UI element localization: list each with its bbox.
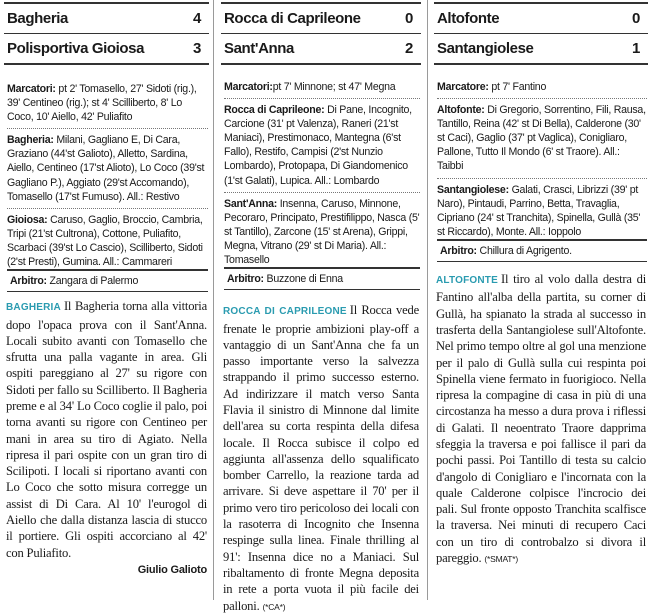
scoreboard: [221, 2, 421, 65]
away-team-score: 3: [193, 40, 201, 57]
away-lineup: Santangiolese: Galati, Crasci, Librizzi (39' pt Naro), Pintaudi, Parrino, Betta, Travaglia, Cipriano (24' st Tranchita), Spinella, Gullà (35' st Riccardo), Monte. All.: Ioppolo: [437, 183, 641, 238]
referee: Arbitro: Buzzone di Enna: [224, 267, 420, 290]
home-team-score: 4: [193, 10, 201, 27]
match-report: [4, 298, 209, 578]
away-team-name: Sant'Anna: [224, 40, 294, 57]
match-report: [434, 271, 648, 567]
away-lineup: Sant'Anna: Insenna, Caruso, Minnone, Pecoraro, Principato, Prestifilippo, Nasca (5' st Tantillo), Zarcone (15' st Arena), Grippi, Megna, Vitrano (29' st Di Maria). All.: Tomasello: [224, 197, 420, 267]
scorers: Marcatori:pt 7' Minnone; st 47' Megna: [224, 81, 396, 93]
home-lineup: Bagheria: Milani, Gagliano E, Di Cara, Graziano (44'st Galioto), Alletto, Sardina, Aiello, Centineo (17'st Alioto), Lo Coco (39'st Gagliano P.), Aggiato (29'st Accomando), Tomasello (17'st Fumuso). All.: Restivo: [7, 134, 205, 203]
column-divider: [427, 0, 428, 600]
report-kicker: BAGHERIA: [6, 302, 61, 314]
away-team-name: Polisportiva Gioiosa: [7, 40, 145, 57]
divider: [224, 98, 420, 99]
report-text: Il Rocca vede frenate le proprie ambizioni play-off a vantaggio di un Sant'Anna che fa un passo importante verso la salvezza strappando il primo successo esterno. Ad indirizzare il match verso Santa Flavia il sinistro di Minnone dal limite dell'area su corta respinta della difesa locale. Il Rocca subisce il colpo ed aggiunta all'assenza dello squalificato bomber Carrello, la reazione tarda ad arrivare. Si deve aspettare il 70' per il primo vero tiro pericoloso dei locali con la rasoterra di Incognito che Insenna respinge sulla linea. Finale thrilling al 91': Insenna dice no a Maniaci. Sul ribaltamento di fronte Megna deposita in rete a porta vuota il più facile dei palloni.: [223, 303, 419, 613]
report-text: Il Bagheria torna alla vittoria dopo l'opaca prova con il Sant'Anna. Locali subito avanti con Tomasello che sfrutta una palla vagante in area. Gli ospiti pareggiano al 27' su rigore con Sidoti per fallo su Scilliberto. Il Bagheria preme e al 34' Lo Coco coglie il palo, poi torna avanti su rigore con Centineo per mani in area su tiro di Agiato. Nella ripresa il pari ospite con un gran tiro di Scilipoti. I locali si riportano avanti con Lo Coco che sotto misura corregge un assist di Di Cara. Al 10' l'eurogol di Aiello che dalla distanza lascia di stucco il portiere. Gli ospiti accorciano al 42' con Puliafito.: [6, 299, 207, 560]
away-team-row: [434, 33, 648, 63]
match-column-altofonte: [434, 0, 648, 600]
match-column-rocca: [221, 0, 421, 613]
home-lineup: Altofonte: Di Gregorio, Sorrentino, Fili, Rausa, Tantillo, Reina (42' st Di Bella), Calderone (30' st Caci), Gaglio (37' pt Vaglica), Conigliaro, Pallone, Tutto Il Mondo (6' st Traore). All.: Taibbi: [437, 104, 646, 173]
referee: Arbitro: Chillura di Agrigento.: [437, 239, 647, 262]
home-team-name: Rocca di Caprileone: [224, 10, 361, 27]
away-team-score: 2: [405, 40, 413, 57]
author-tag: (*SMAT*): [484, 554, 519, 565]
report-kicker: ALTOFONTE: [436, 275, 498, 287]
scorers: Marcatori: pt 2' Tomasello, 27' Sidoti (rig.), 39' Centineo (rig.); st 4' Scilliberto, 8' Lo Coco, 10' Aiello, 42' Puliafito: [7, 83, 197, 124]
home-team-name: Altofonte: [437, 10, 500, 27]
divider: [437, 178, 647, 179]
scoreboard: [4, 2, 209, 65]
away-lineup: Gioiosa: Caruso, Gaglio, Broccio, Cambria, Tripi (21'st Cultrona), Cottone, Puliafito, Scarbaci (39'st Lo Cascio), Scilliberto, Sidoti (2'st Presti), Gumina. All.: Cammareri: [7, 213, 203, 269]
home-team-score: 0: [405, 10, 413, 27]
scorers: Marcatore: pt 7' Fantino: [437, 81, 547, 93]
home-team-row: [4, 4, 209, 33]
scoreboard: [434, 2, 648, 65]
home-team-row: [221, 4, 421, 33]
away-team-row: [4, 33, 209, 63]
author-tag: (*CA*): [262, 601, 286, 612]
away-team-row: [221, 33, 421, 63]
author-signature: Giulio Galioto: [137, 563, 207, 576]
report-text: Il tiro al volo dalla destra di Fantino all'alba della partita, su corner di Gullà, ha spianato la strada al successo in trasferta della Santangiolese sull'Altofonte. Nel primo tempo oltre al gol una menzione per il palo di Gullà sulla cui respinta poi Spinella viene fermato in fuorigioco. Nella ripresa la compagine di casa in più di una circostanza ha messo a dura prova i riflessi di Galati. Il neoentrato Traore dapprima sfeggia la traversa e poi fallisce il pari da pochi passi. Poi Tantillo di testa su calcio d'angolo di Conigliaro e l'incornata con la quale Calderone colpisce l'incrocio dei pali. Sul fronte opposto Tranchita scalfisce la traversa. Nei minuti di recupero Caci con un tiro di controbalzo si divora il pareggio.: [436, 272, 646, 566]
divider: [7, 208, 208, 209]
away-team-name: Santangiolese: [437, 40, 534, 57]
match-column-bagheria: [4, 0, 209, 600]
report-kicker: ROCCA DI CAPRILEONE: [223, 306, 347, 318]
away-team-score: 1: [632, 40, 640, 57]
match-report: [221, 302, 421, 615]
home-team-score: 0: [632, 10, 640, 27]
referee: Arbitro: Zangara di Palermo: [7, 269, 208, 292]
column-divider: [213, 0, 214, 600]
home-lineup: Rocca di Caprileone: Di Pane, Incognito, Carcione (31' pt Valenza), Raneri (21'st Maniaci), Prestimonaco, Mantegna (6'st Fallo), Restifo, Campisi (2'st Nunzio Lombardo), Protopapa, Di Giandomenico (1'st Galati), Lupica. All.: Lombardo: [224, 104, 412, 187]
home-team-name: Bagheria: [7, 10, 68, 27]
match-info: [434, 80, 648, 262]
home-team-row: [434, 4, 648, 33]
divider: [7, 128, 208, 129]
match-info: [4, 82, 209, 292]
divider: [437, 98, 647, 99]
divider: [224, 192, 420, 193]
match-info: [221, 80, 421, 290]
